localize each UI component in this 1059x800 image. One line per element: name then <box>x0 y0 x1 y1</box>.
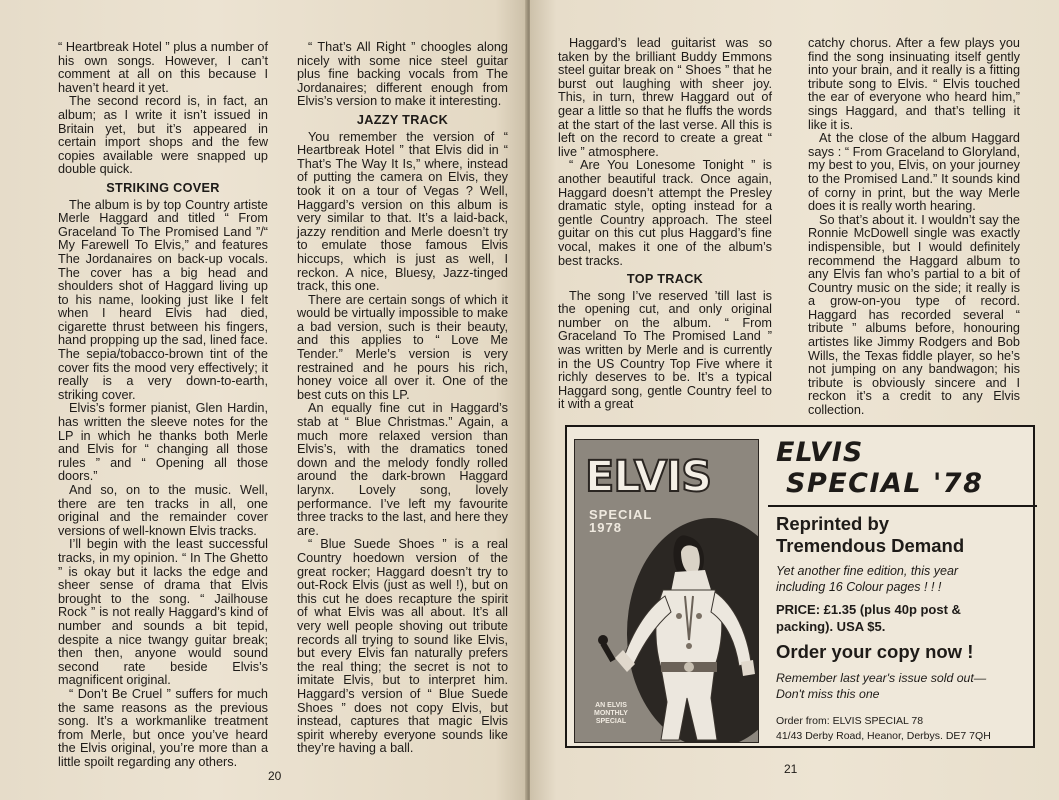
column-4 <box>808 37 1020 418</box>
order-from-address: 41/43 Derby Road, Heanor, Derbys. DE7 7QH <box>776 730 991 742</box>
page-number-left: 20 <box>268 769 282 783</box>
article-paragraph: catchy chorus. After a few plays you find the song insinuating itself gently into your brain, and it really is a fitting tribute song to Elvis. “ Elvis touched the ear of everyone who heard him,” sings Haggard, and that’s telling it like it is. <box>808 36 1020 132</box>
advert-title-line1: ELVIS <box>776 437 864 468</box>
price-line1: PRICE: £1.35 (plus 40p post & <box>776 602 961 617</box>
magazine-cover-image <box>574 439 759 743</box>
reprint-line1: Reprinted by <box>776 513 890 534</box>
article-paragraph: The song I’ve reserved ’till last is the opening cut, and only original number on the album. “ From Graceland To The Promised Land ” was written by Merle and is currently in the US Country Top Five where it richly deserves to be. It’s a typical Haggard song, gentle Country feel to it with a great <box>558 288 772 412</box>
article-paragraph: “ That’s All Right ” choogles along nicely with some nice steel guitar plus fine backing vocals from The Jordanaires; different enough from Elvis’s version to make it interesting. <box>297 40 508 109</box>
article-paragraph: You remember the version of “ Heartbreak Hotel ” that Elvis did in “ That’s The Way It Is,” where, instead of putting the camera on Elvis, they took it on a tour of Vegas ? Well, Haggard’s version on this album is very similar to that. It’s a laid-back, jazzy rendition and Merle doesn’t try to emulate those famous Elvis hiccups, which is just as well, I reckon. A nice, Bluesy, Jazz-tinged track, this one. <box>297 129 508 294</box>
article-paragraph: At the close of the album Haggard says : “ From Graceland to Gloryland, my best to you, Elvis, on your journey to the Promised Land.” It sounds kind of corny in print, but the way Merle does it is really worth hearing. <box>808 131 1020 214</box>
article-paragraph: Elvis’s former pianist, Glen Hardin, has written the sleeve notes for the LP in which he thanks both Merle and Elvis for “ changing all those rules ” and “ Opening all those doors.” <box>58 401 268 484</box>
section-heading: STRIKING COVER <box>106 180 220 195</box>
order-from-line1: Order from: ELVIS SPECIAL 78 <box>776 715 924 727</box>
article-paragraph: So that’s about it. I wouldn’t say the Ronnie McDowell single was exactly indispensible, but I would definitely recommend the Haggard album to any Elvis fan who’s partial to a bit of Country music on the side; it really is a grow-on-you type of record. Haggard has recorded several “ tribute ” albums before, honouring artistes like Jimmy Rodgers and Bob Wills, the Texas fiddle player, so he’s not jumping on any bandwagon; his tribute is obviously sincere and I reckon it’s a credit to any Elvis collection. <box>808 212 1020 418</box>
right-page <box>530 0 1059 800</box>
price-line2: packing). USA $5. <box>776 619 886 634</box>
order-now-heading: Order your copy now ! <box>776 641 974 662</box>
section-heading: JAZZY TRACK <box>356 112 449 127</box>
article-paragraph: “ Heartbreak Hotel ” plus a number of his own songs. However, I can’t comment at all on this because I haven’t heard it yet. <box>58 40 268 95</box>
article-paragraph: “ Blue Suede Shoes ” is a real Country hoedown version of the great rocker; Haggard doesn’t try to out-Rock Elvis (just as well !), but on this cut he does recapture the spirit of what Elvis was all about. It’s all very well people shoving out tribute records all trying to sound like Elvis, but every Elvis fan naturally prefers the real thing; the secret is not to imitate Elvis, but to interpret him. Haggard’s version of “ Blue Suede Shoes ” does not copy Elvis, but instead, captures that magic Elvis spirit whereby everyone sounds like they’re having a ball. <box>297 537 508 756</box>
article-paragraph: And so, on to the music. Well, there are ten tracks in all, one original and the remainder cover versions of well-known Elvis tracks. <box>58 483 268 538</box>
article-paragraph: The album is by top Country artiste Merle Haggard and titled “ From Graceland To The Promised Land ”/“ My Farewell To Elvis,” and features The Jordanaires on back-up vocals. The cover has a big head and shoulders shot of Haggard living up to his name, looking just like I felt when I heard Elvis had died, cigarette thrust between his fingers, hand propping up the sad, lined face. The sepia/tobacco-brown tint of the cover fits the mood very effectively; it really is a very down-to-earth, striking cover. <box>58 197 268 402</box>
edition-line2: including 16 Colour pages ! ! ! <box>776 580 942 594</box>
page-number-right: 21 <box>784 762 798 776</box>
remember-line1: Remember last year's issue sold out— <box>776 671 987 685</box>
article-paragraph: An equally fine cut in Haggard’s stab at “ Blue Christmas.” Again, a much more relaxed version than Elvis’s, with the dramatics toned down and the melody fondly rolled around the dark-brown Haggard larynx. Lovely song, lovely performance. I’ve left my favourite three tracks to the last, and here they are. <box>297 401 508 538</box>
reprint-line2: Tremendous Demand <box>776 535 965 556</box>
article-paragraph: There are certain songs of which it would be virtually impossible to make a bad version, such is their beauty, and this applies to “ Love Me Tender.” Merle’s version is very restrained and he pours his rich, honey voice all over it. One of the best cuts on this LP. <box>297 292 508 402</box>
cover-subtitle: SPECIAL 1978 <box>589 507 653 535</box>
cover-tagline: AN ELVIS MONTHLY SPECIAL <box>594 702 628 725</box>
cover-title: ELVIS <box>585 452 712 502</box>
article-paragraph: I’ll begin with the least successful tracks, in my opinion. “ In The Ghetto ” is okay but it lacks the edge and sheer sense of drama that Elvis brought to the song. “ Jailhouse Rock ” is not really Haggard’s kind of number and sounds a bit tepid, despite a nice twangy guitar break; then then, anyone would sound second rate beside Elvis’s magnificent original. <box>58 537 268 688</box>
left-page <box>0 0 527 800</box>
section-heading: TOP TRACK <box>626 272 704 287</box>
column-3 <box>558 37 772 412</box>
column-1 <box>58 41 268 769</box>
article-paragraph: The second record is, in fact, an album; as I write it isn’t issued in Britain yet, but it’s appeared in certain import shops and the few copies available were snapped up double quick. <box>58 94 268 177</box>
article-paragraph: “ Don’t Be Cruel ” suffers for much the same reasons as the previous song. It’s a workmanlike treatment from Merle, but once you’ve heard the Elvis original, you’re more than a little spoilt regarding any others. <box>58 686 268 769</box>
article-paragraph: “ Are You Lonesome Tonight ” is another beautiful track. Once again, Haggard doesn’t attempt the Presley dramatic style, opting instead for a gentle Country approach. The steel guitar on this cut plus Haggard’s fine vocal, makes it one of the album’s best tracks. <box>558 158 772 268</box>
column-2 <box>297 41 508 756</box>
edition-line1: Yet another fine edition, this year <box>776 564 959 578</box>
remember-line2: Don't miss this one <box>776 687 880 701</box>
advert-title-line2: SPECIAL '78 <box>786 468 984 499</box>
advert-divider <box>768 505 1037 507</box>
elvis-special-advert <box>565 425 1035 748</box>
article-paragraph: Haggard’s lead guitarist was so taken by the brilliant Buddy Emmons steel guitar break on “ Shoes ” that he burst out laughing with sheer joy. This, in turn, threw Haggard out of gear a little so that he fluffs the words at the start of the last verse. All this is left on the record to create a great “ live ” atmosphere. <box>558 36 772 159</box>
advert-text-block <box>776 437 1029 744</box>
